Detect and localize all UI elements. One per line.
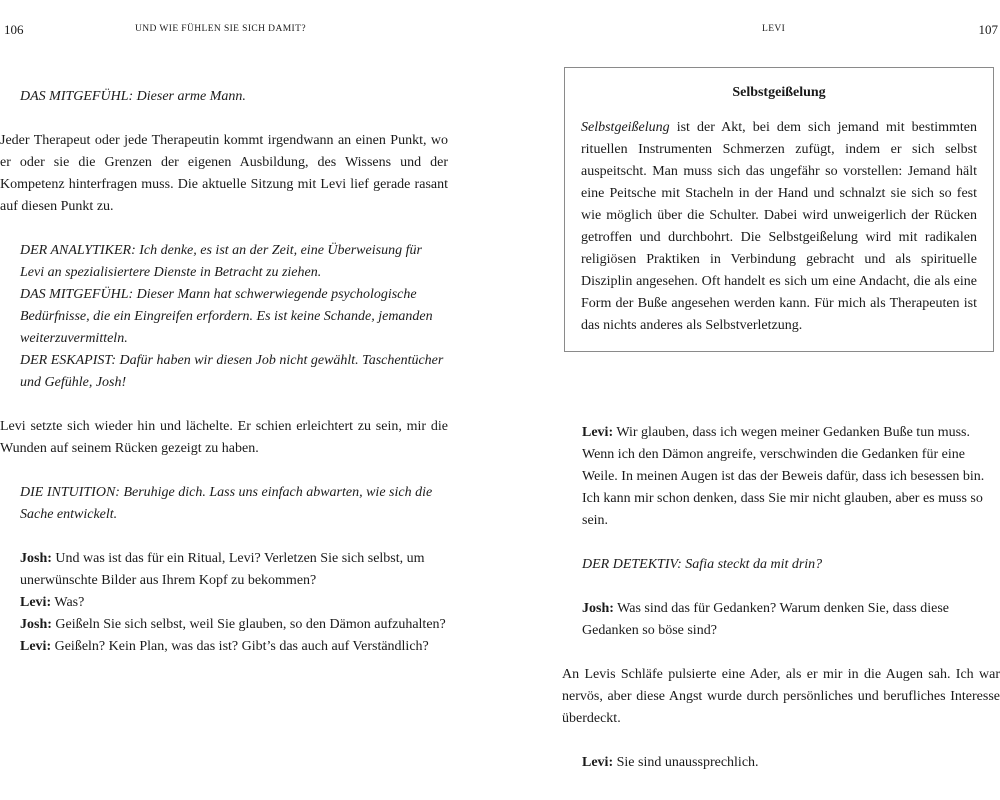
inner-voice-intuition: DIE INTUITION: Beruhige dich. Lass uns einfach abwarten, wie sich die Sache entwickelt. bbox=[20, 485, 433, 522]
dialogue-text: Geißeln Sie sich selbst, weil Sie glauben, so den Dämon aufzuhalten? bbox=[51, 617, 446, 632]
dialogue-line bbox=[562, 422, 1000, 532]
definition-term: Selbstgeißelung bbox=[581, 120, 670, 135]
dialogue-text: Geißeln? Kein Plan, was das ist? Gibt’s das auch auf Verständlich? bbox=[51, 639, 429, 654]
left-page-body bbox=[0, 86, 448, 658]
narrative-paragraph-1: Jeder Therapeut oder jede Therapeutin kommt irgendwann an einen Punkt, wo er oder sie die Grenzen der eigenen Ausbildung, des Wissens und der Kompetenz hinterfragen muss. Die aktuelle Sitzung mit Levi lief gerade rasant auf diesen Punkt zu. bbox=[0, 133, 448, 214]
speaker-label: Josh: bbox=[20, 617, 52, 632]
page-number-left: 106 bbox=[4, 22, 24, 37]
dialogue-text: Und was ist das für ein Ritual, Levi? Verletzen Sie sich selbst, um unerwünschte Bilder aus Ihrem Kopf zu bekommen? bbox=[20, 551, 425, 588]
speaker-label: Levi: bbox=[582, 755, 614, 770]
running-head-left: UND WIE FÜHLEN SIE SICH DAMIT? bbox=[135, 24, 306, 34]
definition-body: ist der Akt, bei dem sich jemand mit bestimmten rituellen Instrumenten Schmerzen zufügt, indem er sich selbst auspeitscht. Man muss sich das ungefähr so vorstellen: Jemand hält eine Peitsche mit Stacheln in der Hand und schnalzt sie sich so fest wie möglich über die Schulter. Dabei wird unweigerlich der Rücken getroffen und durchbohrt. Die Selbstgeißelung wird mit radikalen religiösen Praktiken in Verbindung gebracht und als spirituelle Disziplin angesehen. Oft handelt es sich um eine Andacht, die als eine Form der Buße angesehen werden kann. Für mich als Therapeuten ist das nichts anderes als Selbstverletzung. bbox=[581, 120, 977, 333]
definition-box-title: Selbstgeißelung bbox=[732, 85, 826, 100]
inner-voice-detective: DER DETEKTIV: Safia steckt da mit drin? bbox=[582, 557, 823, 572]
right-page-body bbox=[562, 422, 1000, 774]
dialogue-line bbox=[562, 752, 1000, 774]
speaker-label: Levi: bbox=[20, 639, 52, 654]
definition-box-text bbox=[581, 117, 977, 337]
dialogue-line bbox=[562, 598, 1000, 642]
speaker-label: Josh: bbox=[582, 601, 614, 616]
right-page bbox=[562, 0, 1000, 800]
running-head-right: LEVI bbox=[762, 24, 786, 34]
dialogue-text: Was sind das für Gedanken? Warum denken Sie, dass diese Gedanken so böse sind? bbox=[582, 601, 949, 638]
narrative-paragraph-3: An Levis Schläfe pulsierte eine Ader, als er mir in die Augen sah. Ich war nervös, aber diese Angst wurde durch persönliches und berufliches Interesse überdeckt. bbox=[562, 667, 1000, 726]
inner-voice-analyst: DER ANALYTIKER: Ich denke, es ist an der Zeit, eine Überweisung für Levi an spezialisiertere Dienste in Betracht zu ziehen. bbox=[20, 243, 422, 280]
dialogue-text: Was? bbox=[51, 595, 85, 610]
inner-voice-compassion-2: DAS MITGEFÜHL: Dieser Mann hat schwerwiegende psychologische Bedürfnisse, die ein Eingreifen erfordern. Es ist keine Schande, jemanden weiterzuvermitteln. bbox=[20, 287, 433, 346]
left-page bbox=[0, 0, 448, 800]
definition-box bbox=[564, 67, 994, 352]
dialogue-line bbox=[0, 592, 448, 614]
dialogue-line bbox=[0, 614, 448, 636]
inner-voice-compassion-1: DAS MITGEFÜHL: Dieser arme Mann. bbox=[20, 89, 246, 104]
speaker-label: Levi: bbox=[582, 425, 614, 440]
dialogue-line bbox=[0, 548, 448, 592]
dialogue-text: Wir glauben, dass ich wegen meiner Gedanken Buße tun muss. Wenn ich den Dämon angreife, verschwinden die Gedanken für eine Weile. In meinen Augen ist das der Beweis dafür, dass ich besessen bin. Ich kann mir schon denken, dass Sie mir nicht glauben, aber es muss so sein. bbox=[582, 425, 985, 528]
dialogue-text: Sie sind unaussprechlich. bbox=[613, 755, 759, 770]
inner-voice-escapist: DER ESKAPIST: Dafür haben wir diesen Job nicht gewählt. Taschentücher und Gefühle, Josh! bbox=[20, 353, 444, 390]
narrative-paragraph-2: Levi setzte sich wieder hin und lächelte. Er schien erleichtert zu sein, mir die Wunden auf seinem Rücken gezeigt zu haben. bbox=[0, 419, 448, 456]
page-number-right: 107 bbox=[978, 22, 998, 37]
speaker-label: Levi: bbox=[20, 595, 52, 610]
dialogue-line bbox=[0, 636, 448, 658]
speaker-label: Josh: bbox=[20, 551, 52, 566]
